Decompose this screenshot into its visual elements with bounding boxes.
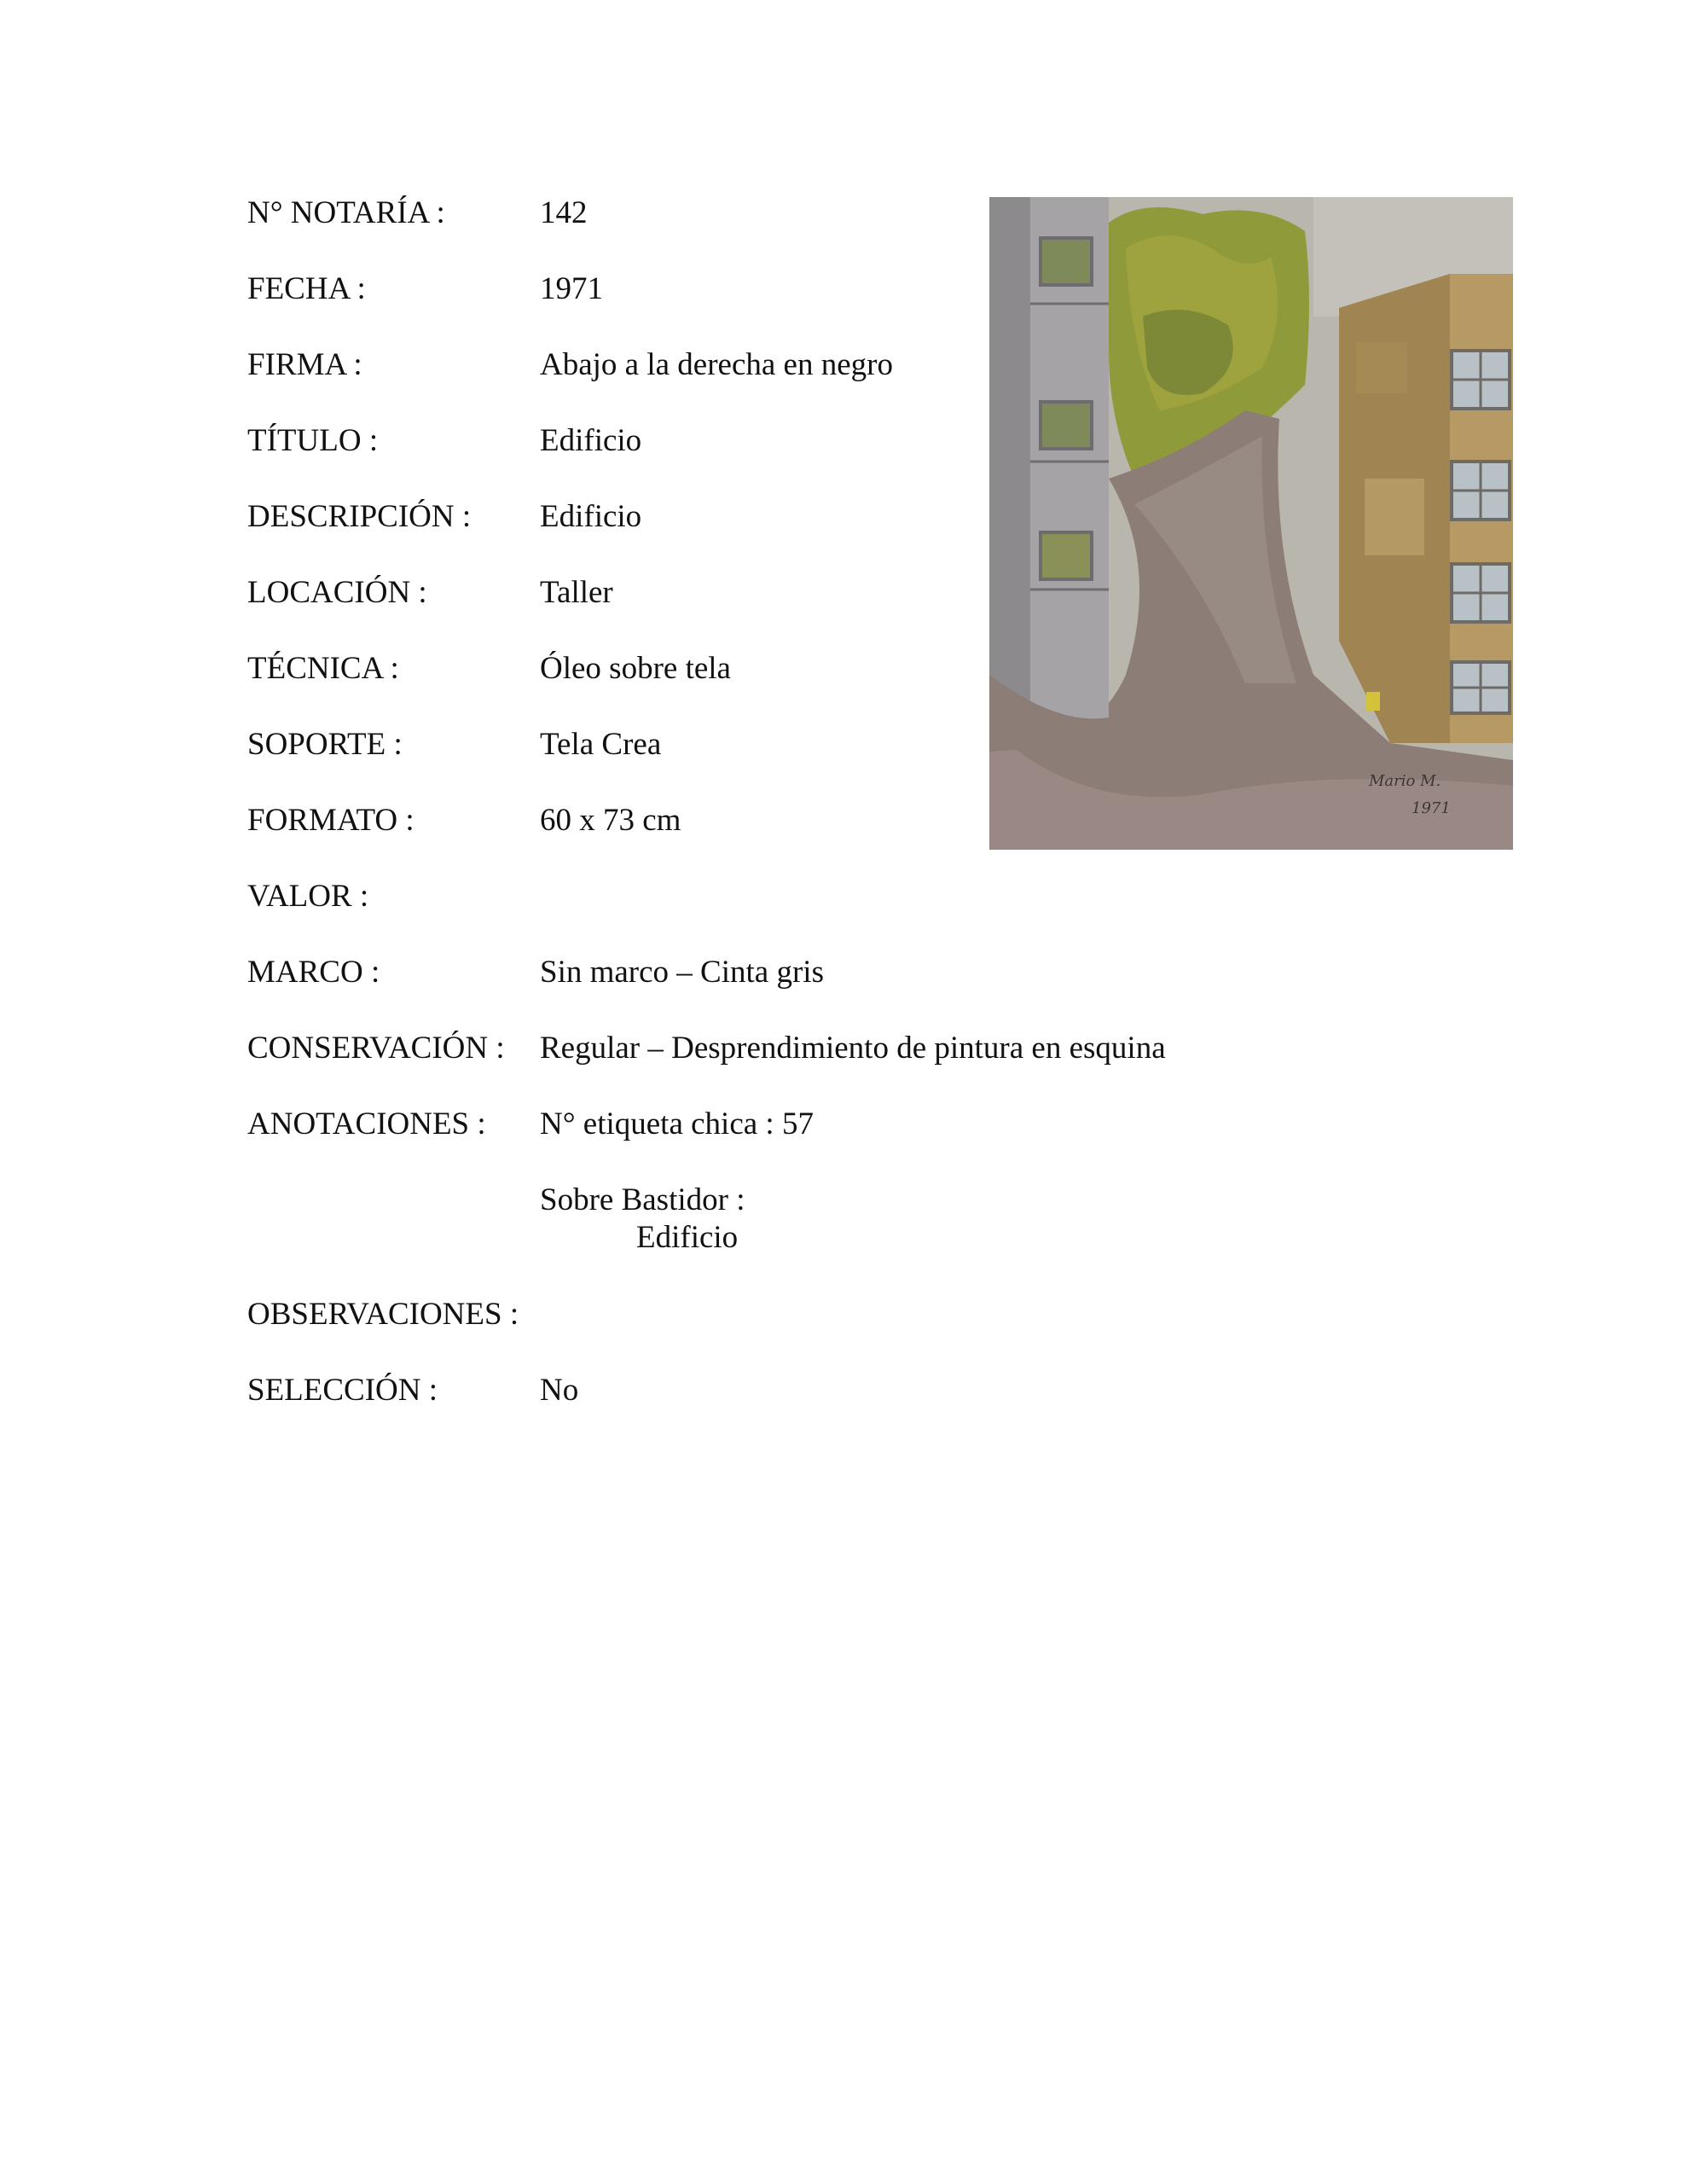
field-value: Sin marco – Cinta gris	[540, 955, 824, 990]
bastidor-note	[540, 1182, 745, 1257]
artwork-photo	[989, 197, 1513, 850]
bastidor-line-1: Sobre Bastidor :	[540, 1182, 745, 1217]
field-label: SOPORTE :	[247, 727, 403, 762]
field-value: Regular – Desprendimiento de pintura en esquina	[540, 1031, 1166, 1066]
field-value: 142	[540, 195, 588, 230]
field-value: 60 x 73 cm	[540, 803, 681, 838]
field-label: MARCO :	[247, 955, 380, 990]
field-label: TÍTULO :	[247, 423, 379, 458]
field-value: 1971	[540, 271, 603, 306]
field-seleccion	[247, 1372, 1271, 1448]
field-label: CONSERVACIÓN :	[247, 1031, 505, 1066]
field-label: VALOR :	[247, 879, 369, 914]
painting-signature-year: 1971	[1412, 799, 1451, 817]
field-label: SELECCIÓN :	[247, 1373, 438, 1408]
field-value: Taller	[540, 575, 613, 610]
field-conservacion	[247, 1030, 1271, 1106]
field-label: DESCRIPCIÓN :	[247, 499, 472, 534]
field-label: TÉCNICA :	[247, 651, 399, 686]
field-marco	[247, 954, 1271, 1030]
field-value: Edificio	[540, 423, 642, 458]
field-label: OBSERVACIONES :	[247, 1297, 519, 1332]
field-value: Abajo a la derecha en negro	[540, 347, 893, 382]
field-value: Óleo sobre tela	[540, 651, 731, 686]
field-label: FIRMA :	[247, 347, 362, 382]
field-label: ANOTACIONES :	[247, 1107, 486, 1141]
field-label: FORMATO :	[247, 803, 415, 838]
field-value: Edificio	[540, 499, 642, 534]
field-label: N° NOTARÍA :	[247, 195, 445, 230]
field-valor	[247, 878, 1271, 954]
painting-signature: Mario M.	[1369, 772, 1441, 790]
field-value: No	[540, 1373, 579, 1408]
field-observaciones	[247, 1296, 1271, 1372]
bastidor-line-2: Edificio	[636, 1220, 739, 1255]
field-value: Tela Crea	[540, 727, 662, 762]
field-label: FECHA :	[247, 271, 366, 306]
field-bastidor	[247, 1182, 1271, 1296]
field-anotaciones	[247, 1106, 1271, 1182]
field-label: LOCACIÓN :	[247, 575, 427, 610]
field-value: N° etiqueta chica : 57	[540, 1107, 814, 1141]
